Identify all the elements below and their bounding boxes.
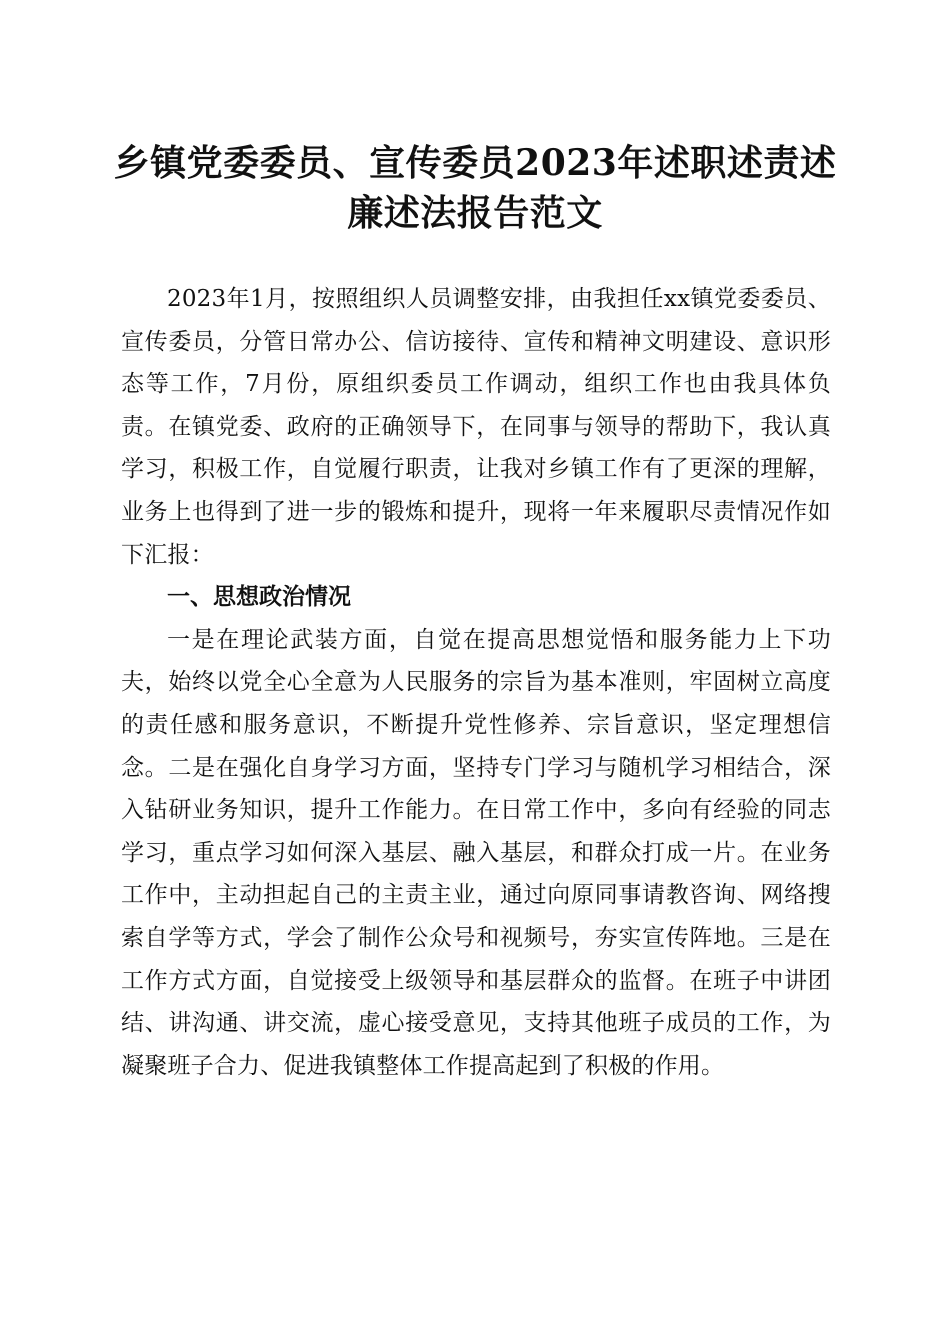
title-line-2: 廉述法报告范文 xyxy=(347,192,603,234)
intro-paragraph: 2023年1月，按照组织人员调整安排，由我担任xx镇党委委员、宣传委员，分管日常办公、信访接待、宣传和精神文明建设、意识形态等工作，7月份，原组织委员工作调动，组织工作也由我具体负责。在镇党委、政府的正确领导下，在同事与领导的帮助下，我认真学习，积极工作，自觉履行职责，让我对乡镇工作有了更深的理解，业务上也得到了进一步的锻炼和提升，现将一年来履职尽责情况作如下汇报： xyxy=(121,286,831,568)
section-paragraph-ideology: 一是在理论武装方面，自觉在提高思想觉悟和服务能力上下功夫，始终以党全心全意为人民服务的宗旨为基本准则，牢固树立高度的责任感和服务意识，不断提升党性修养、宗旨意识，坚定理想信念。二是在强化自身学习方面，坚持专门学习与随机学习相结合，深入钻研业务知识，提升工作能力。在日常工作中，多向有经验的同志学习，重点学习如何深入基层、融入基层，和群众打成一片。在业务工作中，主动担起自己的主责主业，通过向原同事请教咨询、网络搜索自学等方式，学会了制作公众号和视频号，夯实宣传阵地。三是在工作方式方面，自觉接受上级领导和基层群众的监督。在班子中讲团结、讲沟通、讲交流，虚心接受意见，支持其他班子成员的工作，为凝聚班子合力、促进我镇整体工作提高起到了积极的作用。 xyxy=(121,626,831,1079)
title-line-1: 乡镇党委委员、宣传委员2023年述职述责述 xyxy=(113,142,837,184)
document-title xyxy=(110,138,840,238)
section-heading-ideology: 一、思想政治情况 xyxy=(167,584,351,611)
document-body xyxy=(121,278,831,1087)
